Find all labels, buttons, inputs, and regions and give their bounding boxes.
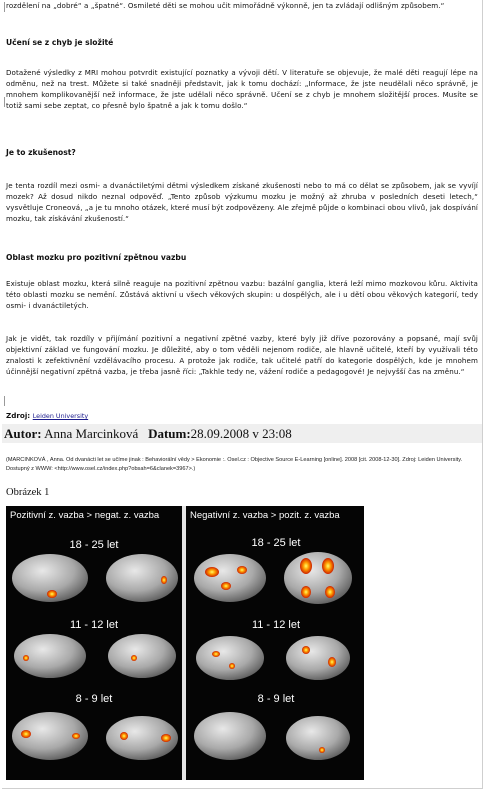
figure-label: Obrázek 1 xyxy=(6,487,50,498)
section-heading: Je to zkušenost? xyxy=(6,148,76,157)
margin-marker xyxy=(4,2,5,12)
section-heading: Učení se z chyb je složité xyxy=(6,38,114,47)
source-label: Zdroj: xyxy=(6,411,31,420)
age-label: 18 - 25 let xyxy=(251,537,301,549)
source-line xyxy=(6,411,88,420)
age-label: 11 - 12 let xyxy=(251,619,301,631)
intro-tail-paragraph: rozdělení na „dobré“ a „špatné“. Osmileté děti se mohou učit mimořádně výkonně, jen ta zvládají odlišným způsobem.“ xyxy=(6,1,445,10)
date-value: 28.09.2008 v 23:08 xyxy=(190,426,292,441)
margin-marker xyxy=(4,396,5,406)
author-name: Anna Marcinková xyxy=(44,426,139,441)
section-paragraph: Existuje oblast mozku, která silně reaguje na pozitivní zpětnou vazbu: bazální ganglia, která leží mimo mozkovou kůru. Aktivita této oblasti mozku se nemění. Zůstává aktivní u všech věkových skupin: u dospělých, ale i u dětí obou věkových kategorií, tedy osmi- i dvanáctiletých. xyxy=(6,279,478,310)
age-label: 8 - 9 let xyxy=(75,693,113,705)
date-label: Datum: xyxy=(148,426,191,441)
age-label: 18 - 25 let xyxy=(69,539,119,551)
author-label: Autor: xyxy=(4,426,42,441)
right-panel-title: Negativní z. vazba > pozit. z. vazba xyxy=(190,510,340,521)
margin-marker xyxy=(4,97,5,107)
panel-divider xyxy=(182,506,186,780)
age-label: 11 - 12 let xyxy=(69,619,119,631)
source-link[interactable]: Leiden University xyxy=(32,412,89,420)
brain-figure xyxy=(6,506,364,780)
section-paragraph: Je tenta rozdíl mezi osmi- a dvanáctiletými dětmi výsledkem získané zkušenosti nebo to má co dělat se způsobem, jak se vyvíjí mozek? Až dosud nikdo neznal odpověď. „Tento způsob výzkumu mozku je možný až zhruba v posledních deseti letech,“ vysvětluje Croneová, „a je tu mnoho otázek, které musí být zodpovězeny. Ale zřejmě půjde o kombinaci obou vlivů, jak dospívání mozku, tak získávání zkušeností.“ xyxy=(6,181,478,223)
document-page xyxy=(2,0,483,789)
citation-text: MARCINKOVÁ , Anna. Od dvanácti let se učíme jinak : Behaviorální vědy > Ekonomie :. Osel.cz : Objective Source E-Learning [online]. 2008 [cit. 2008-12-30]. Zdroj: Leiden University. Dostupný z WWW: <http://www.osel.cz/index.php?obsah=6&clanek=3967>.) xyxy=(6,457,463,472)
section-heading: Oblast mozku pro pozitivní zpětnou vazbu xyxy=(6,253,187,262)
section-paragraph: Jak je vidět, tak rozdíly v přijímání pozitivní a negativní zpětné vazby, které byly již dříve pozorovány a popsané, mají svůj objektivní základ ve fungování mozku. Je důležité, aby o tom věděli nejenom rodiče, ale hlavně učitelé, kteří by využívali této znalosti k zefektivnění vzdělávacího procesu. A protože jak rodiče, tak učitelé patří do kategorie dospělých, kde je mnohem účinnější negativní zpětná vazba, je třeba jasně říci: „Takhle tedy ne, vážení rodiče a pedagogové! Je nejvyšší čas na změnu.“ xyxy=(6,334,478,376)
citation: (MARCINKOVÁ , Anna. Od dvanácti let se učíme jinak : Behaviorální vědy > Ekonomie :. Osel.cz : Objective Source E-Learning [online]. 2008 [cit. 2008-12-30]. Zdroj: Leiden University. Dostupný z WWW: <http://www.osel.cz/index.php?obsah=6&clanek=3967>.) xyxy=(6,457,463,472)
brain-figure-svg xyxy=(6,506,364,780)
age-label: 8 - 9 let xyxy=(257,693,295,705)
section-paragraph: Dotažené výsledky z MRI mohou potvrdit existující poznatky a vývoji dětí. V literatuře se objevuje, že malé děti reagují lépe na odměnu, než na trest. Můžete si také snadněji představit, jak k tomu dochází: „Informace, že jste neudělali něco správně, je mnohem komplikovanější než informace, že jste udělali něco správně. Učení se z chyb je mnohem složitější proces. Musíte se totiž sami sebe zeptat, co přesně bylo špatně a jak k tomu došlo.“ xyxy=(6,68,478,110)
author-bar xyxy=(2,424,482,443)
left-panel-title: Pozitivní z. vazba > negat. z. vazba xyxy=(10,510,160,521)
